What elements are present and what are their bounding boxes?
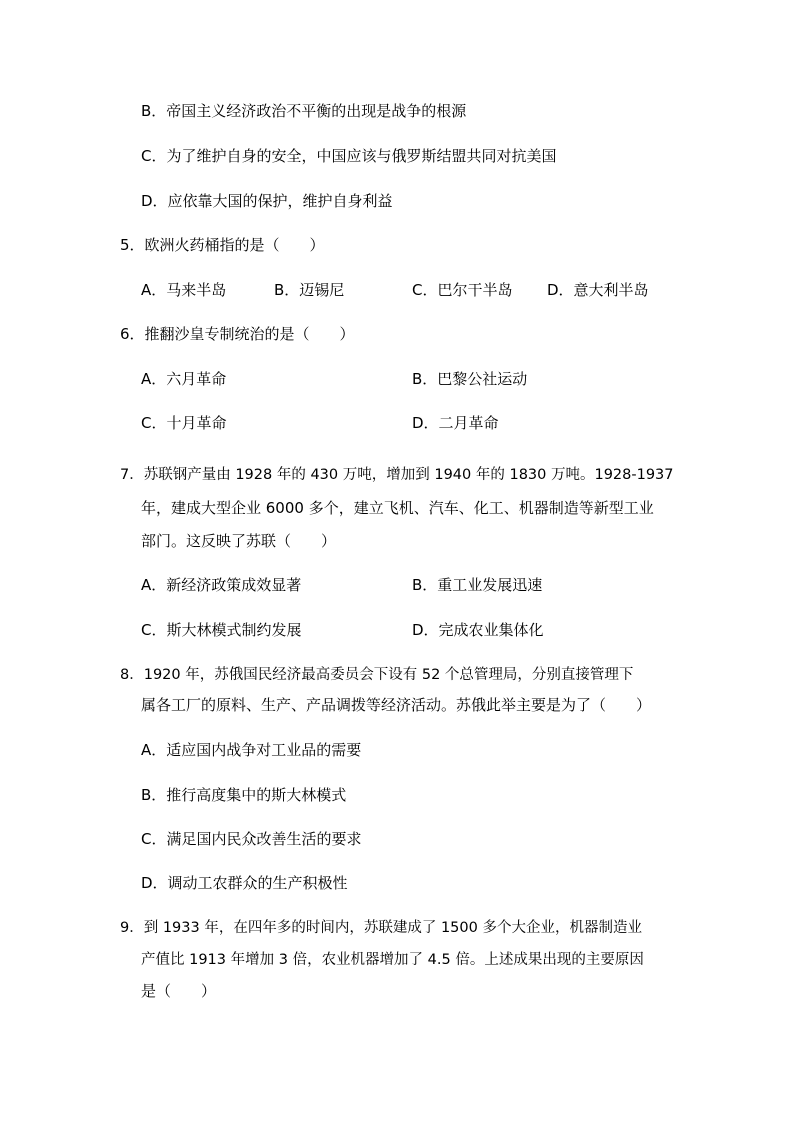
q7-option-b: B．重工业发展迅速: [412, 576, 543, 594]
q8-option-c: C．满足国内民众改善生活的要求: [141, 830, 362, 848]
q7-stem-line-2: 年，建成大型企业 6000 多个，建立飞机、汽车、化工、机器制造等新型工业: [141, 499, 654, 517]
q9-stem-line-3: 是（ ）: [141, 982, 217, 1000]
q8-stem-line-1: 8．1920 年，苏俄国民经济最高委员会下设有 52 个总管理局，分别直接管理下: [120, 667, 634, 683]
q5-option-c: C．巴尔干半岛: [412, 281, 513, 299]
q8-option-d: D．调动工农群众的生产积极性: [141, 874, 348, 892]
q5-stem: 5．欧洲火药桶指的是（ ）: [120, 236, 325, 254]
q4-option-b: B．帝国主义经济政治不平衡的出现是战争的根源: [141, 102, 467, 120]
q7-option-d: D．完成农业集体化: [412, 621, 544, 639]
q8-stem-line-2: 属各工厂的原料、生产、产品调拨等经济活动。苏俄此举主要是为了（ ）: [141, 696, 652, 714]
q9-stem-line-2: 产值比 1913 年增加 3 倍，农业机器增加了 4.5 倍。上述成果出现的主要原因: [141, 952, 644, 968]
q8-option-a: A．适应国内战争对工业品的需要: [141, 741, 362, 759]
q6-option-b: B．巴黎公社运动: [412, 370, 528, 388]
q9-stem-line-1: 9．到 1933 年，在四年多的时间内，苏联建成了 1500 多个大企业，机器制造业: [120, 920, 642, 936]
q6-option-d: D．二月革命: [412, 414, 499, 432]
q4-option-c: C．为了维护自身的安全，中国应该与俄罗斯结盟共同对抗美国: [141, 147, 557, 165]
q4-option-d: D．应依靠大国的保护，维护自身利益: [141, 192, 393, 210]
q6-option-a: A．六月革命: [141, 370, 227, 388]
q8-option-b: B．推行高度集中的斯大林模式: [141, 786, 347, 804]
q6-stem: 6．推翻沙皇专制统治的是（ ）: [120, 325, 355, 343]
q5-option-a: A．马来半岛: [141, 281, 227, 299]
q6-option-c: C．十月革命: [141, 414, 227, 432]
q7-stem-line-1: 7．苏联钢产量由 1928 年的 430 万吨，增加到 1940 年的 1830 万吨。1928-1937: [120, 467, 674, 483]
q5-option-d: D．意大利半岛: [547, 281, 649, 299]
q5-option-b: B．迈锡尼: [274, 281, 345, 299]
q7-option-c: C．斯大林模式制约发展: [141, 621, 302, 639]
q7-stem-line-3: 部门。这反映了苏联（ ）: [141, 532, 337, 550]
q7-option-a: A．新经济政策成效显著: [141, 576, 302, 594]
